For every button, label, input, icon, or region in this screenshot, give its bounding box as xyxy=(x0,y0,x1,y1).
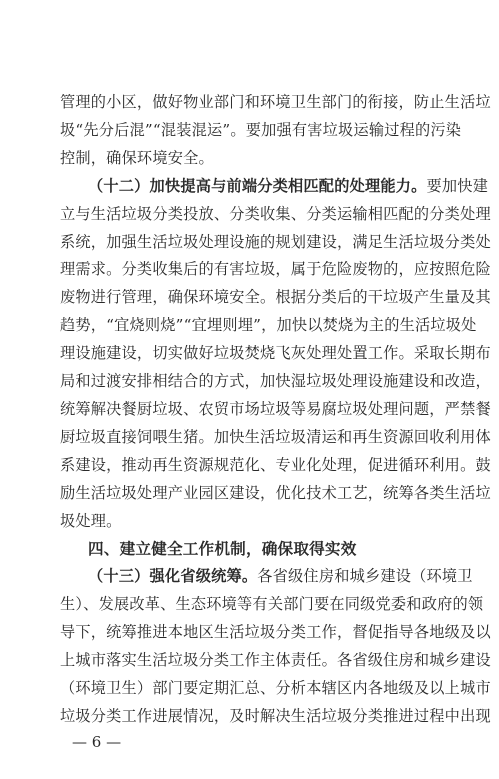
text-line: （环境卫生）部门要定期汇总、分析本辖区内各地级及以上城市 xyxy=(60,679,491,697)
section-heading: 四、建立健全工作机制，确保取得实效 xyxy=(88,540,357,558)
text-line: 理设施建设，切实做好垃圾焚烧飞灰处理处置工作。采取长期布 xyxy=(60,344,491,362)
text-line: 立与生活垃圾分类投放、分类收集、分类运输相匹配的分类处理 xyxy=(60,205,491,223)
text-line: 管理的小区，做好物业部门和环境卫生部门的衔接，防止生活垃 xyxy=(60,93,491,111)
paragraph-lead: （十二）加快提高与前端分类相匹配的处理能力。 xyxy=(88,177,427,195)
text-line: 圾处理。 xyxy=(60,512,122,530)
paragraph-lead-rest: 要加快建 xyxy=(426,177,489,195)
text-line: 生）、发展改革、生态环境等有关部门要在同级党委和政府的领 xyxy=(60,595,484,613)
text-line: 圾“先分后混”“混装混运”。要加强有害垃圾运输过程的污染 xyxy=(60,121,462,139)
text-line: 趋势，“宜烧则烧”“宜埋则埋”，加快以焚烧为主的生活垃圾处 xyxy=(60,316,477,334)
text-line: 局和过渡安排相结合的方式，加快湿垃圾处理设施建设和改造， xyxy=(60,372,491,390)
paragraph-lead-line xyxy=(88,176,489,196)
text-line: 励生活垃圾处理产业园区建设，优化技术工艺，统筹各类生活垃 xyxy=(60,484,491,502)
paragraph-lead-line xyxy=(88,566,473,586)
text-line: 系统，加强生活垃圾处理设施的规划建设，满足生活垃圾分类处 xyxy=(60,233,491,251)
text-line: 统筹解决餐厨垃圾、农贸市场垃圾等易腐垃圾处理问题，严禁餐 xyxy=(60,400,491,418)
text-line: 废物进行管理，确保环境安全。根据分类后的干垃圾产生量及其 xyxy=(60,288,491,306)
text-line: 厨垃圾直接饲喂生猪。加快生活垃圾清运和再生资源回收利用体 xyxy=(60,428,491,446)
text-line: 理需求。分类收集后的有害垃圾，属于危险废物的，应按照危险 xyxy=(60,260,491,278)
paragraph-lead-rest: 各省级住房和城乡建设（环境卫 xyxy=(257,567,473,585)
text-line: 控制，确保环境安全。 xyxy=(60,149,214,167)
text-line: 导下，统筹推进本地区生活垃圾分类工作，督促指导各地级及以 xyxy=(60,623,491,641)
text-line: 上城市落实生活垃圾分类工作主体责任。各省级住房和城乡建设 xyxy=(60,651,491,669)
text-line: 系建设，推动再生资源规范化、专业化处理，促进循环利用。鼓 xyxy=(60,456,491,474)
paragraph-lead: （十三）强化省级统筹。 xyxy=(88,567,258,585)
text-line: 垃圾分类工作进展情况，及时解决生活垃圾分类推进过程中出现 xyxy=(60,707,491,725)
page-number: — 6 — xyxy=(72,733,122,751)
